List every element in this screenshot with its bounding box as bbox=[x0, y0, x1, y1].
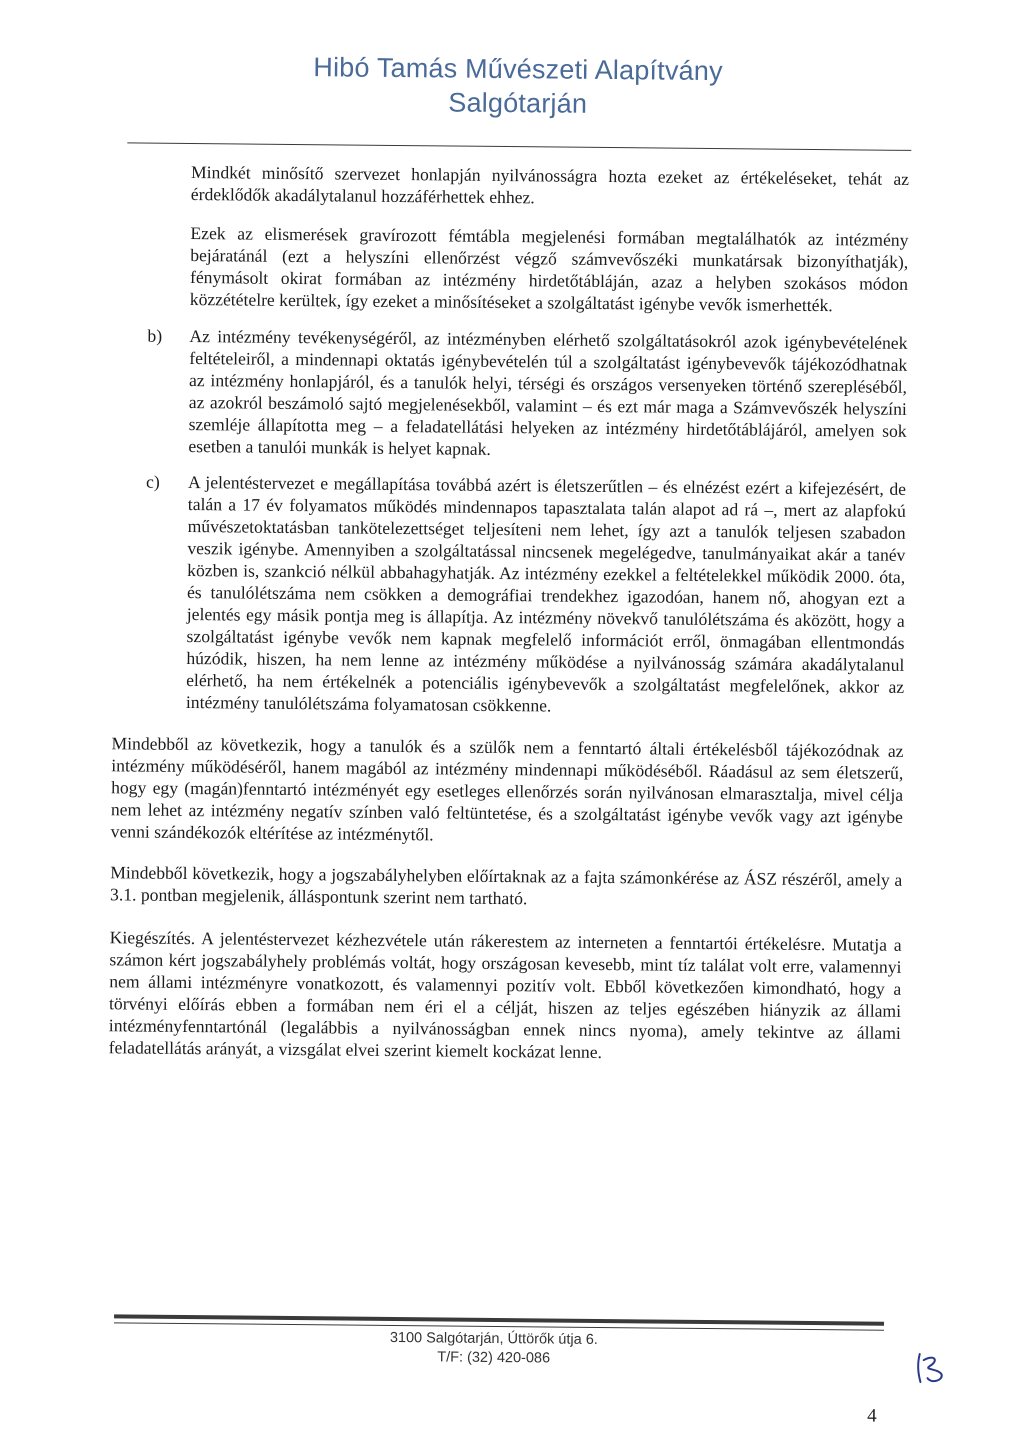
header-divider bbox=[127, 142, 911, 151]
list-marker-b: b) bbox=[147, 325, 163, 346]
list-item-b-text: Az intézmény tevékenységéről, az intézményben elérhető szolgáltatásokról azok igénybevételének feltételeiről, a mindennapi oktatás igénybevételén túl a szolgáltatást igénybevevők tájékozódhatnak az intézmény honlapjáról, és a tanulók helyi, térségi és országos versenyeken történő szerepléséből, az azokról beszámoló sajtó megjelenésekből, valamint – és ezt már maga a Számvevőszék helyszíni szemléje állapította meg – a feladatellátási helyeken az intézmény hirdetőtáblájáról, amelyen sok esetben a tanulói munkák is helyet kapnak. bbox=[188, 326, 908, 459]
paragraph-recognitions-displayed: Ezek az elismerések gravírozott fémtábla megjelenési formában megtalálhatók az intézmény bejáratánál (ezt a helyszíni ellenőrzést végző számvevőszéki munkatársak bizonyíthatják), fénymásolt okirat formában az intézmény hirdetőtábláján, azaz a helyben szokásos módon közzétételre kerültek, így ezeket a minősítéseket a szolgáltatást igénybe vevők ismerhették. bbox=[189, 223, 909, 316]
paragraph-supplement: Kiegészítés. A jelentéstervezet kézhezvétele után rákerestem az interneten a fenntartói értékelésre. Mutatja a számon kért jogszabályhely problémás voltát, hogy országosan kevesebb, mint tíz találat volt erre, valamennyi nem állami intézményre vonatkozott, és valamennyi pozitív volt. Ebből következően kimondható, hogy a törvényi előírás ebben a formában nem éri el a célját, hiszen az teljes egészében hiányzik az állami intézményfenntartónál (legalábbis a nyilvánosságban ennek nincs nyoma), amely tekintve az állami feladatellátás arányát, a vizsgálat elvei szerint kiemelt kockázat lenne. bbox=[108, 927, 902, 1062]
paragraph-position: Mindebből következik, hogy a jogszabályhelyben előírtaknak az a fajta számonkérése az ÁSZ részéről, amely a 3.1. pontban megjelenik, álláspontunk szerint nem tartható. bbox=[110, 862, 903, 909]
page-number: 4 bbox=[867, 1405, 877, 1427]
paragraph-ratings-published: Mindkét minősítő szervezet honlapján nyilvánosságra hozta ezeket az értékeléseket, tehát az érdeklődők akadálytalanul hozzáférhettek ehhez. bbox=[190, 162, 910, 208]
letterhead bbox=[6, 47, 1024, 125]
letterhead-footer bbox=[0, 1325, 994, 1373]
document-body bbox=[109, 160, 910, 1066]
list-item-b bbox=[114, 324, 907, 464]
handwritten-initials-icon bbox=[913, 1350, 949, 1386]
letterhead-organization-name: Hibó Tamás Művészeti Alapítvány bbox=[313, 52, 723, 87]
list-item-c bbox=[112, 470, 906, 720]
list-item-c-text: A jelentéstervezet e megállapítása továbbá azért is életszerűtlen – és elnézést ezért a kifejezésért, de talán a 17 év folyamatos működés mindennapos tapasztalata talán alapot ad rá –, mert az alapfokú művészetoktatásban tankötelezettséget teljesíteni nem lehet, így azt a tanulók teljesen szabadon veszik igénybe. Amennyiben a szolgáltatással nincsenek megelégedve, tanulmányaikat akár a tanév közben is, szankció nélkül abbahagyhatják. Az intézmény ezekkel a feltételekkel működik 2000. óta, és tanulólétszáma nem csökken a demográfiai trendekhez igazodóan, hanem nő, ahogyan ezt a jelentés egy másik pontja meg is állapítja. Az intézmény növekvő tanulólétszáma és aközött, hogy a szolgáltatást igénybe vevők nem kapnak megfelelő információt erről, önmagában ellentmondás húzódik, hiszen, ha nem lenne az intézmény működése a nyilvánosság számára akadálytalanul elérhető, ha nem értékelnék a potenciális igénybevevők a szolgáltatást megfelelőnek, akkor az intézmény tanulólétszáma folyamatosan csökkenne. bbox=[185, 471, 907, 716]
footer-address: 3100 Salgótarján, Úttörők útja 6. bbox=[389, 1329, 598, 1348]
list-marker-c: c) bbox=[145, 471, 160, 492]
paragraph-conclusion: Mindebből az következik, hogy a tanulók és a szülők nem a fenntartó általi értékelésből tájékozódnak az intézmény működéséről, hanem magából az intézmény mindennapi működéséből. Ráadásul az sem életszerű, hogy egy (magán)fenntartó intézményét egy esetleges ellenőrzés során nyilvánosan elmarasztalja, mivel célja nem lehet az intézmény negatív színben való feltüntetése, és a szolgáltatást igénybe vevők vagy azt igénybe venni szándékozók eltérítése az intézménytől. bbox=[110, 733, 904, 845]
footer-phone: T/F: (32) 420-086 bbox=[437, 1349, 551, 1367]
letterhead-city: Salgótarján bbox=[448, 87, 588, 119]
